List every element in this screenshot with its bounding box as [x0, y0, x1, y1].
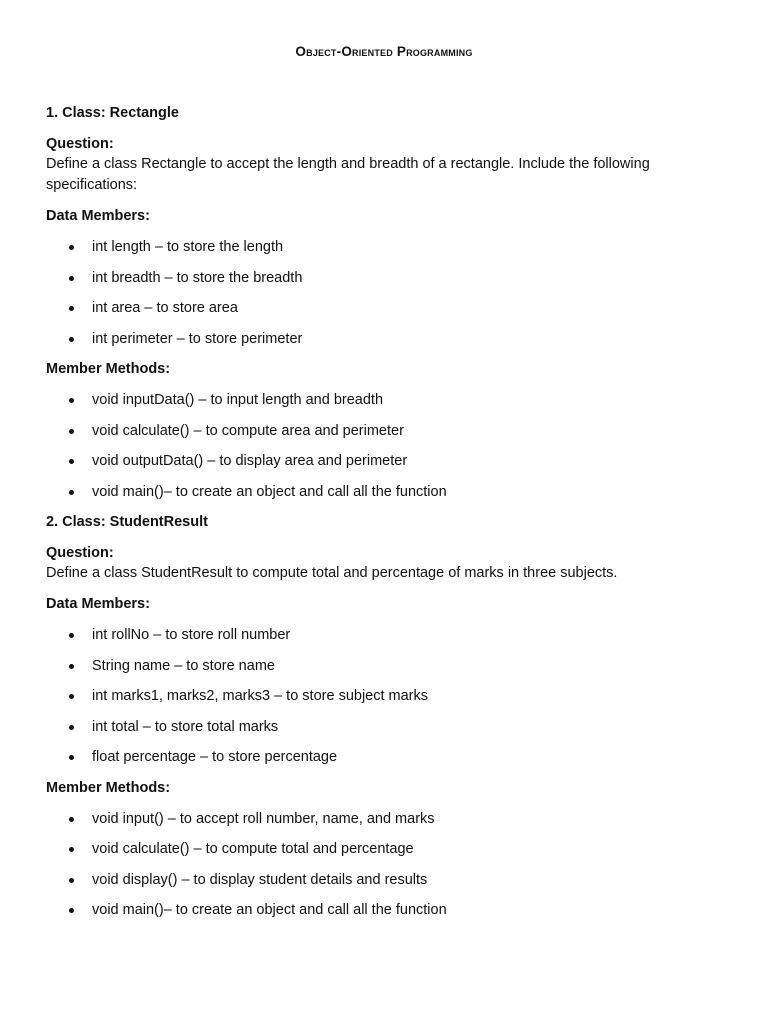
section-heading: 1. Class: Rectangle	[46, 105, 179, 121]
bullet-icon	[69, 429, 74, 434]
question-label: Question:	[46, 136, 114, 152]
list-item: void inputData() – to input length and breadth	[46, 390, 696, 410]
list-item: void calculate() – to compute total and percentage	[46, 839, 696, 859]
list-item: void main()– to create an object and call all the function	[46, 482, 696, 502]
member-methods-list	[46, 809, 696, 921]
bullet-icon	[69, 633, 74, 638]
list-item: void display() – to display student details and results	[46, 870, 696, 890]
list-item: void calculate() – to compute area and perimeter	[46, 421, 696, 441]
member-methods-list	[46, 390, 696, 502]
data-members-list	[46, 625, 696, 767]
list-item: int breadth – to store the breadth	[46, 268, 696, 288]
document-title: Object-Oriented Programming	[295, 44, 473, 59]
data-members-label: Data Members:	[46, 208, 150, 224]
list-item: int rollNo – to store roll number	[46, 625, 696, 645]
question-text: Define a class StudentResult to compute total and percentage of marks in three subjects.	[46, 565, 618, 581]
bullet-icon	[69, 755, 74, 760]
bullet-icon	[69, 337, 74, 342]
member-methods-label: Member Methods:	[46, 779, 171, 796]
bullet-icon	[69, 276, 74, 281]
list-item: int total – to store total marks	[46, 717, 696, 737]
question-text: Define a class Rectangle to accept the length and breadth of a rectangle. Include the following specifications:	[46, 156, 650, 193]
bullet-icon	[69, 490, 74, 495]
list-item: float percentage – to store percentage	[46, 747, 696, 767]
list-item: void outputData() – to display area and perimeter	[46, 451, 696, 471]
list-item: int perimeter – to store perimeter	[46, 329, 696, 349]
list-item: String name – to store name	[46, 656, 696, 676]
list-item: int length – to store the length	[46, 237, 696, 257]
section-rectangle	[46, 103, 696, 502]
bullet-icon	[69, 908, 74, 913]
bullet-icon	[69, 306, 74, 311]
list-item: void main()– to create an object and call all the function	[46, 900, 696, 920]
bullet-icon	[69, 245, 74, 250]
bullet-icon	[69, 664, 74, 669]
data-members-label: Data Members:	[46, 596, 150, 612]
bullet-icon	[69, 817, 74, 822]
bullet-icon	[69, 694, 74, 699]
document-body	[46, 103, 696, 931]
list-item: int area – to store area	[46, 298, 696, 318]
bullet-icon	[69, 847, 74, 852]
bullet-icon	[69, 725, 74, 730]
bullet-icon	[69, 878, 74, 883]
bullet-icon	[69, 459, 74, 464]
bullet-icon	[69, 398, 74, 403]
section-student-result	[46, 512, 696, 920]
list-item: int marks1, marks2, marks3 – to store subject marks	[46, 686, 696, 706]
data-members-list	[46, 237, 696, 349]
list-item: void input() – to accept roll number, name, and marks	[46, 809, 696, 829]
question-label: Question:	[46, 545, 114, 561]
member-methods-label: Member Methods:	[46, 361, 171, 377]
section-heading: 2. Class: StudentResult	[46, 514, 208, 530]
